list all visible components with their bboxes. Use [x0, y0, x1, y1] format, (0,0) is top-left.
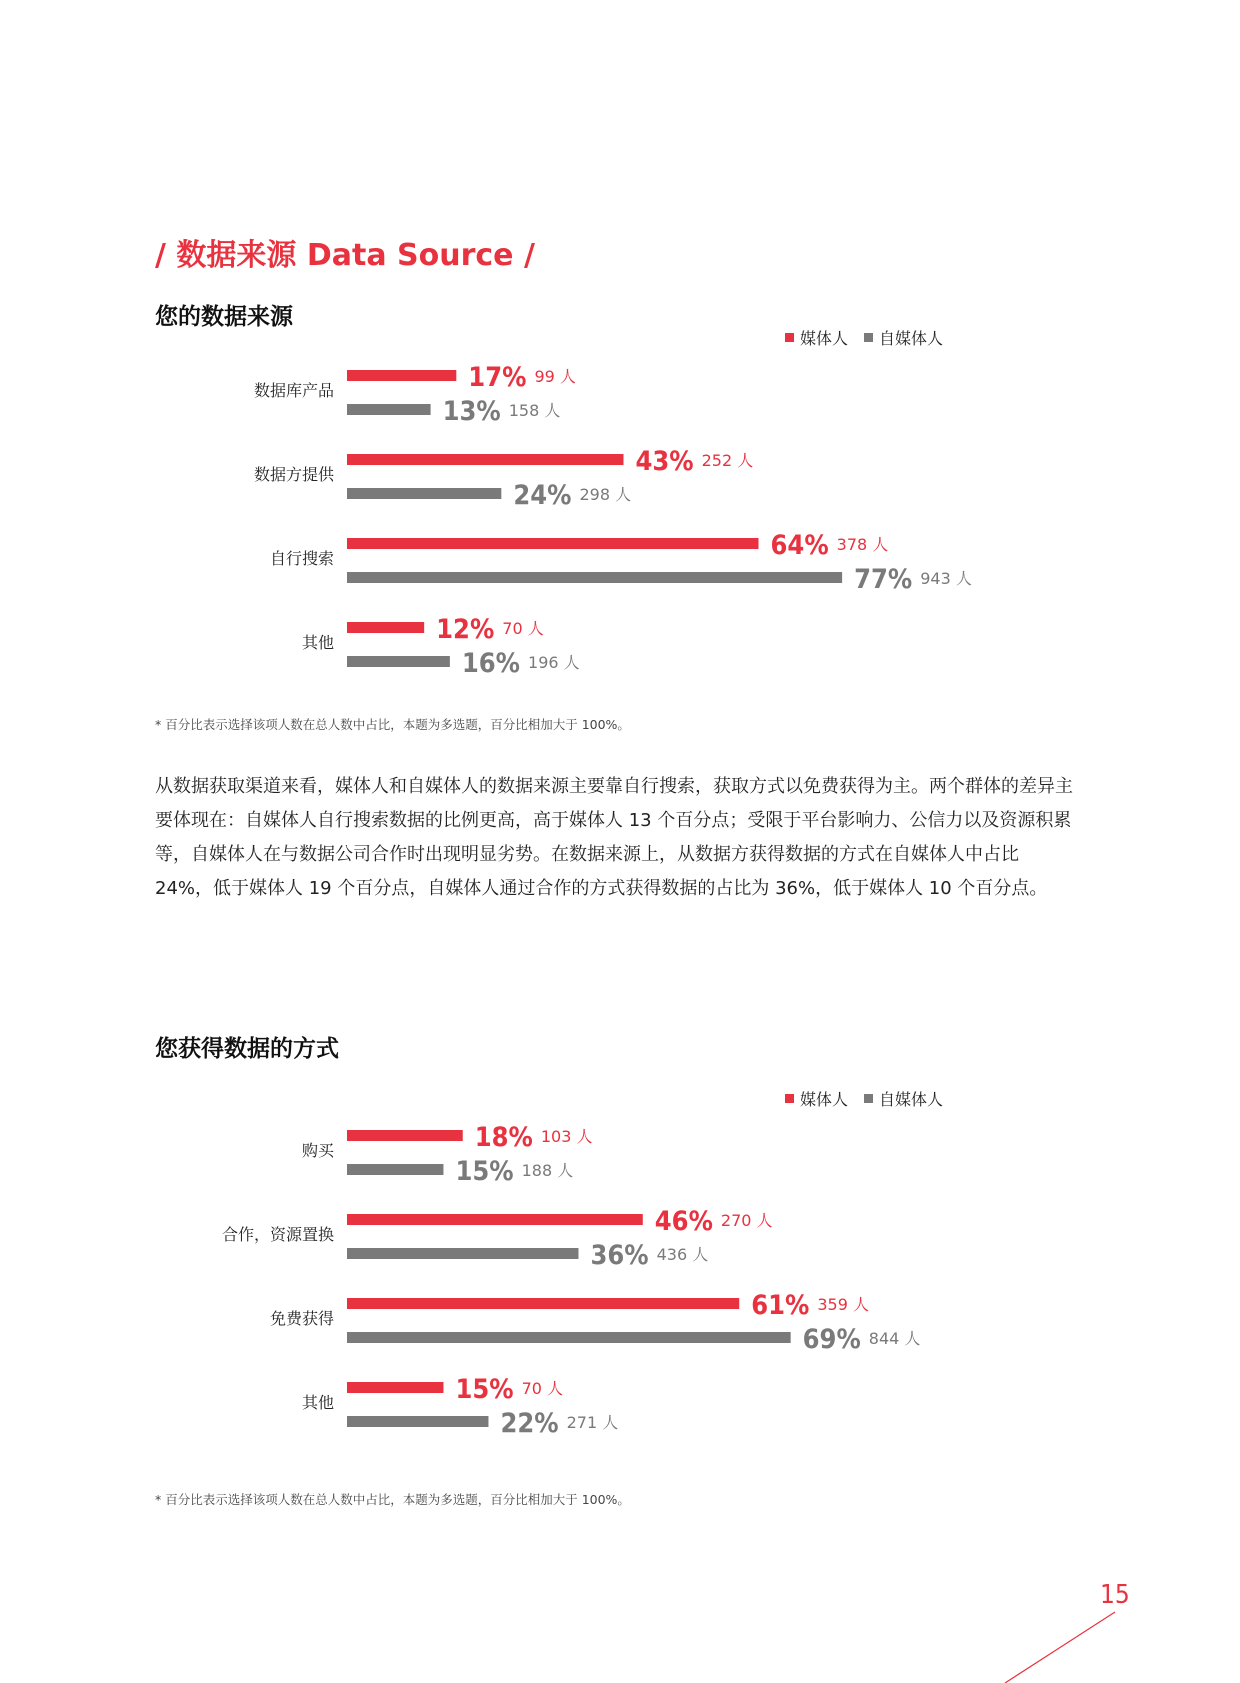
percent-label: 43%: [635, 446, 694, 477]
count-label: 158 人: [508, 401, 561, 420]
body-paragraph: 从数据获取渠道来看，媒体人和自媒体人的数据来源主要靠自行搜索，获取方式以免费获得为主。两个群体的差异主要体现在：自媒体人自行搜索数据的比例更高，高于媒体人 13 个百分点；受限于平台影响力、公信力以及资源积累等，自媒体人在与数据公司合作时出现明显劣势。在数据来源上，从数据方获得数据的方式在自媒体人中占比 24%，低于媒体人 19 个百分点，自媒体人通过合作的方式获得数据的占比为 36%，低于媒体人 10 个百分点。: [155, 776, 1073, 899]
percent-label: 15%: [455, 1156, 514, 1187]
chart-title-data-source: 您的数据来源: [155, 304, 293, 330]
page-number: 15: [1100, 1580, 1130, 1610]
footnote-chart-2: * 百分比表示选择该项人数在总人数中占比，本题为多选题，百分比相加大于 100%。: [155, 1492, 630, 1507]
count-label: 70 人: [521, 1379, 564, 1398]
percent-label: 46%: [654, 1206, 713, 1237]
category-label: 合作，资源置换: [221, 1225, 334, 1244]
percent-label: 17%: [468, 362, 527, 393]
category-label: 数据方提供: [253, 465, 334, 484]
category-label: 其他: [301, 633, 334, 652]
count-label: 188 人: [521, 1161, 574, 1180]
category-label: 数据库产品: [253, 381, 334, 400]
count-label: 196 人: [528, 653, 580, 672]
percent-label: 13%: [442, 396, 501, 427]
category-label: 其他: [301, 1393, 334, 1412]
corner-line: [1005, 1612, 1115, 1683]
category-label: 免费获得: [269, 1309, 334, 1328]
percent-label: 18%: [474, 1122, 533, 1153]
percent-label: 12%: [436, 614, 495, 645]
percent-label: 24%: [513, 480, 572, 511]
category-label: 购买: [301, 1141, 334, 1160]
count-label: 103 人: [540, 1127, 593, 1146]
count-label: 271 人: [566, 1413, 619, 1432]
percent-label: 16%: [461, 648, 521, 679]
count-label: 298 人: [579, 485, 632, 504]
section-title: / 数据来源 Data Source /: [155, 238, 535, 273]
percent-label: 61%: [751, 1290, 810, 1321]
legend-label-self-media: 自媒体人: [879, 329, 944, 348]
percent-label: 15%: [455, 1374, 514, 1405]
count-label: 270 人: [720, 1211, 773, 1230]
legend-label-media: 媒体人: [800, 1090, 849, 1109]
percent-label: 36%: [590, 1240, 649, 1271]
chart-title-acquisition-method: 您获得数据的方式: [155, 1036, 339, 1062]
legend-label-media: 媒体人: [800, 329, 849, 348]
percent-label: 64%: [770, 530, 829, 561]
percent-label: 69%: [802, 1324, 861, 1355]
footnote-chart-1: * 百分比表示选择该项人数在总人数中占比，本题为多选题，百分比相加大于 100%。: [155, 717, 630, 732]
legend-label-self-media: 自媒体人: [879, 1090, 944, 1109]
count-label: 70 人: [502, 619, 544, 638]
count-label: 844 人: [868, 1329, 921, 1348]
count-label: 99 人: [534, 367, 576, 386]
category-label: 自行搜索: [269, 549, 334, 568]
count-label: 359 人: [817, 1295, 870, 1314]
percent-label: 77%: [854, 564, 913, 595]
percent-label: 22%: [500, 1408, 559, 1439]
count-label: 252 人: [701, 451, 754, 470]
count-label: 436 人: [656, 1245, 709, 1264]
count-label: 943 人: [920, 569, 972, 588]
count-label: 378 人: [836, 535, 889, 554]
